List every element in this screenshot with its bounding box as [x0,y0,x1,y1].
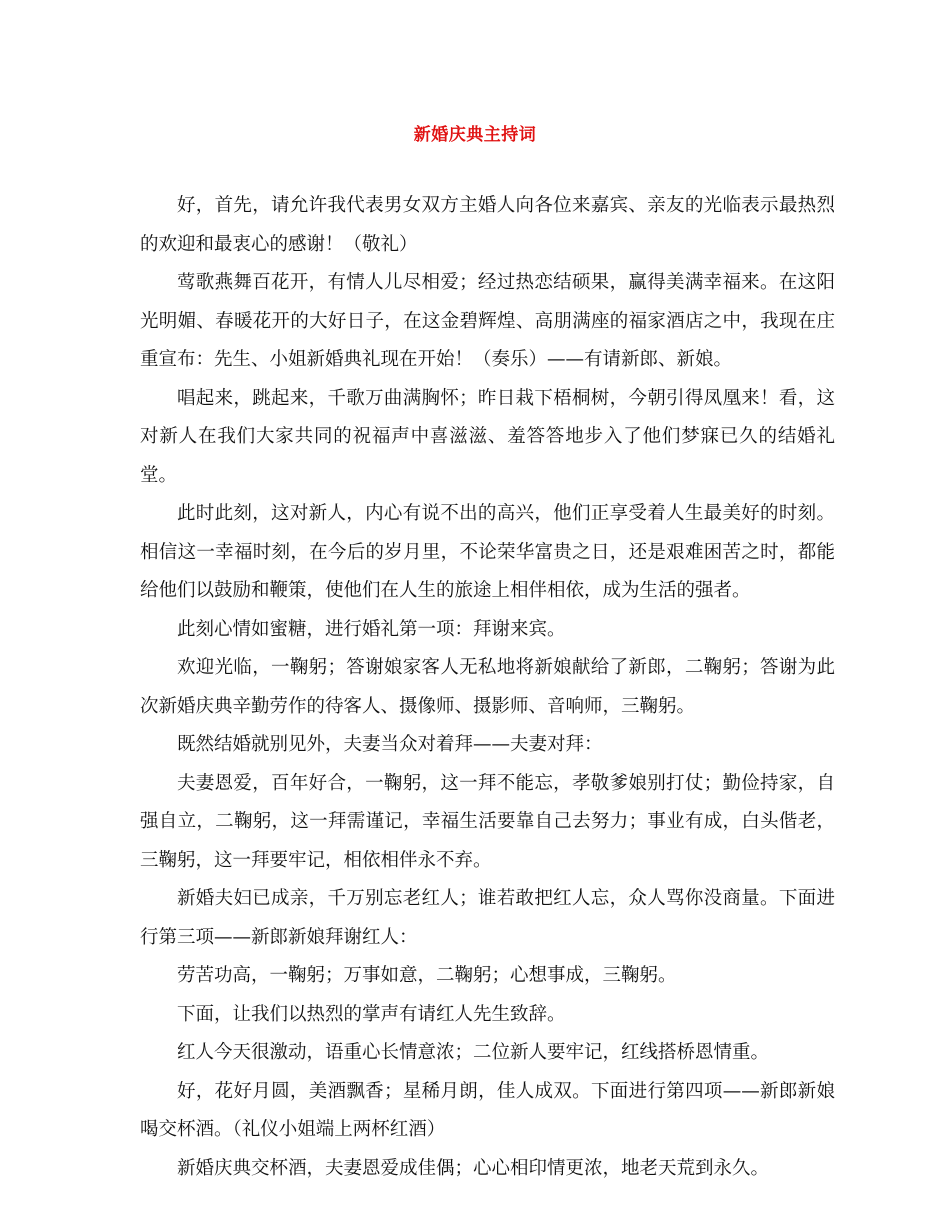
paragraph: 莺歌燕舞百花开，有情人儿尽相爱；经过热恋结硕果，赢得美满幸福来。在这阳光明媚、春暖花开的大好日子，在这金碧辉煌、高朋满座的福家酒店之中，我现在庄重宣布：先生、小姐新婚典礼现在开始！（奏乐）——有请新郎、新娘。 [140,272,835,370]
paragraph: 此时此刻，这对新人，内心有说不出的高兴，他们正享受着人生最美好的时刻。相信这一幸福时刻，在今后的岁月里，不论荣华富贵之日，还是艰难困苦之时，都能给他们以鼓励和鞭策，使他们在人生的旅途上相伴相依，成为生活的强者。 [140,503,835,601]
document-body [140,187,835,1188]
paragraph: 劳苦功高，一鞠躬；万事如意，二鞠躬；心想事成，三鞠躬。 [177,965,677,986]
paragraph: 好，首先，请允许我代表男女双方主婚人向各位来嘉宾、亲友的光临表示最热烈的欢迎和最衷心的感谢！（敬礼） [140,195,835,255]
paragraph: 欢迎光临，一鞠躬；答谢娘家客人无私地将新娘献给了新郎，二鞠躬；答谢为此次新婚庆典辛勤劳作的待客人、摄像师、摄影师、音响师，三鞠躬。 [140,657,835,717]
paragraph: 下面，让我们以热烈的掌声有请红人先生致辞。 [177,1003,566,1025]
paragraph: 唱起来，跳起来，千歌万曲满胸怀；昨日栽下梧桐树，今朝引得凤凰来！看，这对新人在我们大家共同的祝福声中喜滋滋、羞答答地步入了他们梦寐已久的结婚礼堂。 [140,387,835,486]
document-title: 新婚庆典主持词 [413,125,537,145]
paragraph: 既然结婚就别见外，夫妻当众对着拜——夫妻对拜： [177,734,603,755]
paragraph: 夫妻恩爱，百年好合，一鞠躬，这一拜不能忘，孝敬爹娘别打仗；勤俭持家，自强自立，二鞠躬，这一拜需谨记，幸福生活要靠自己去努力；事业有成，白头偕老，三鞠躬，这一拜要牢记，相依相伴永不弃。 [140,772,835,871]
paragraph: 此刻心情如蜜糖，进行婚礼第一项：拜谢来宾。 [177,618,566,640]
paragraph: 红人今天很激动，语重心长情意浓；二位新人要牢记，红线搭桥恩情重。 [177,1042,770,1063]
paragraph: 新婚夫妇已成亲，千万别忘老红人；谁若敢把红人忘，众人骂你没商量。下面进行第三项——新郎新娘拜谢红人： [140,888,835,948]
paragraph: 好，花好月圆，美酒飘香；星稀月朗，佳人成双。下面进行第四项——新郎新娘喝交杯酒。（礼仪小姐端上两杯红酒） [140,1080,835,1140]
paragraph: 新婚庆典交杯酒，夫妻恩爱成佳偶；心心相印情更浓，地老天荒到永久。 [177,1157,770,1179]
